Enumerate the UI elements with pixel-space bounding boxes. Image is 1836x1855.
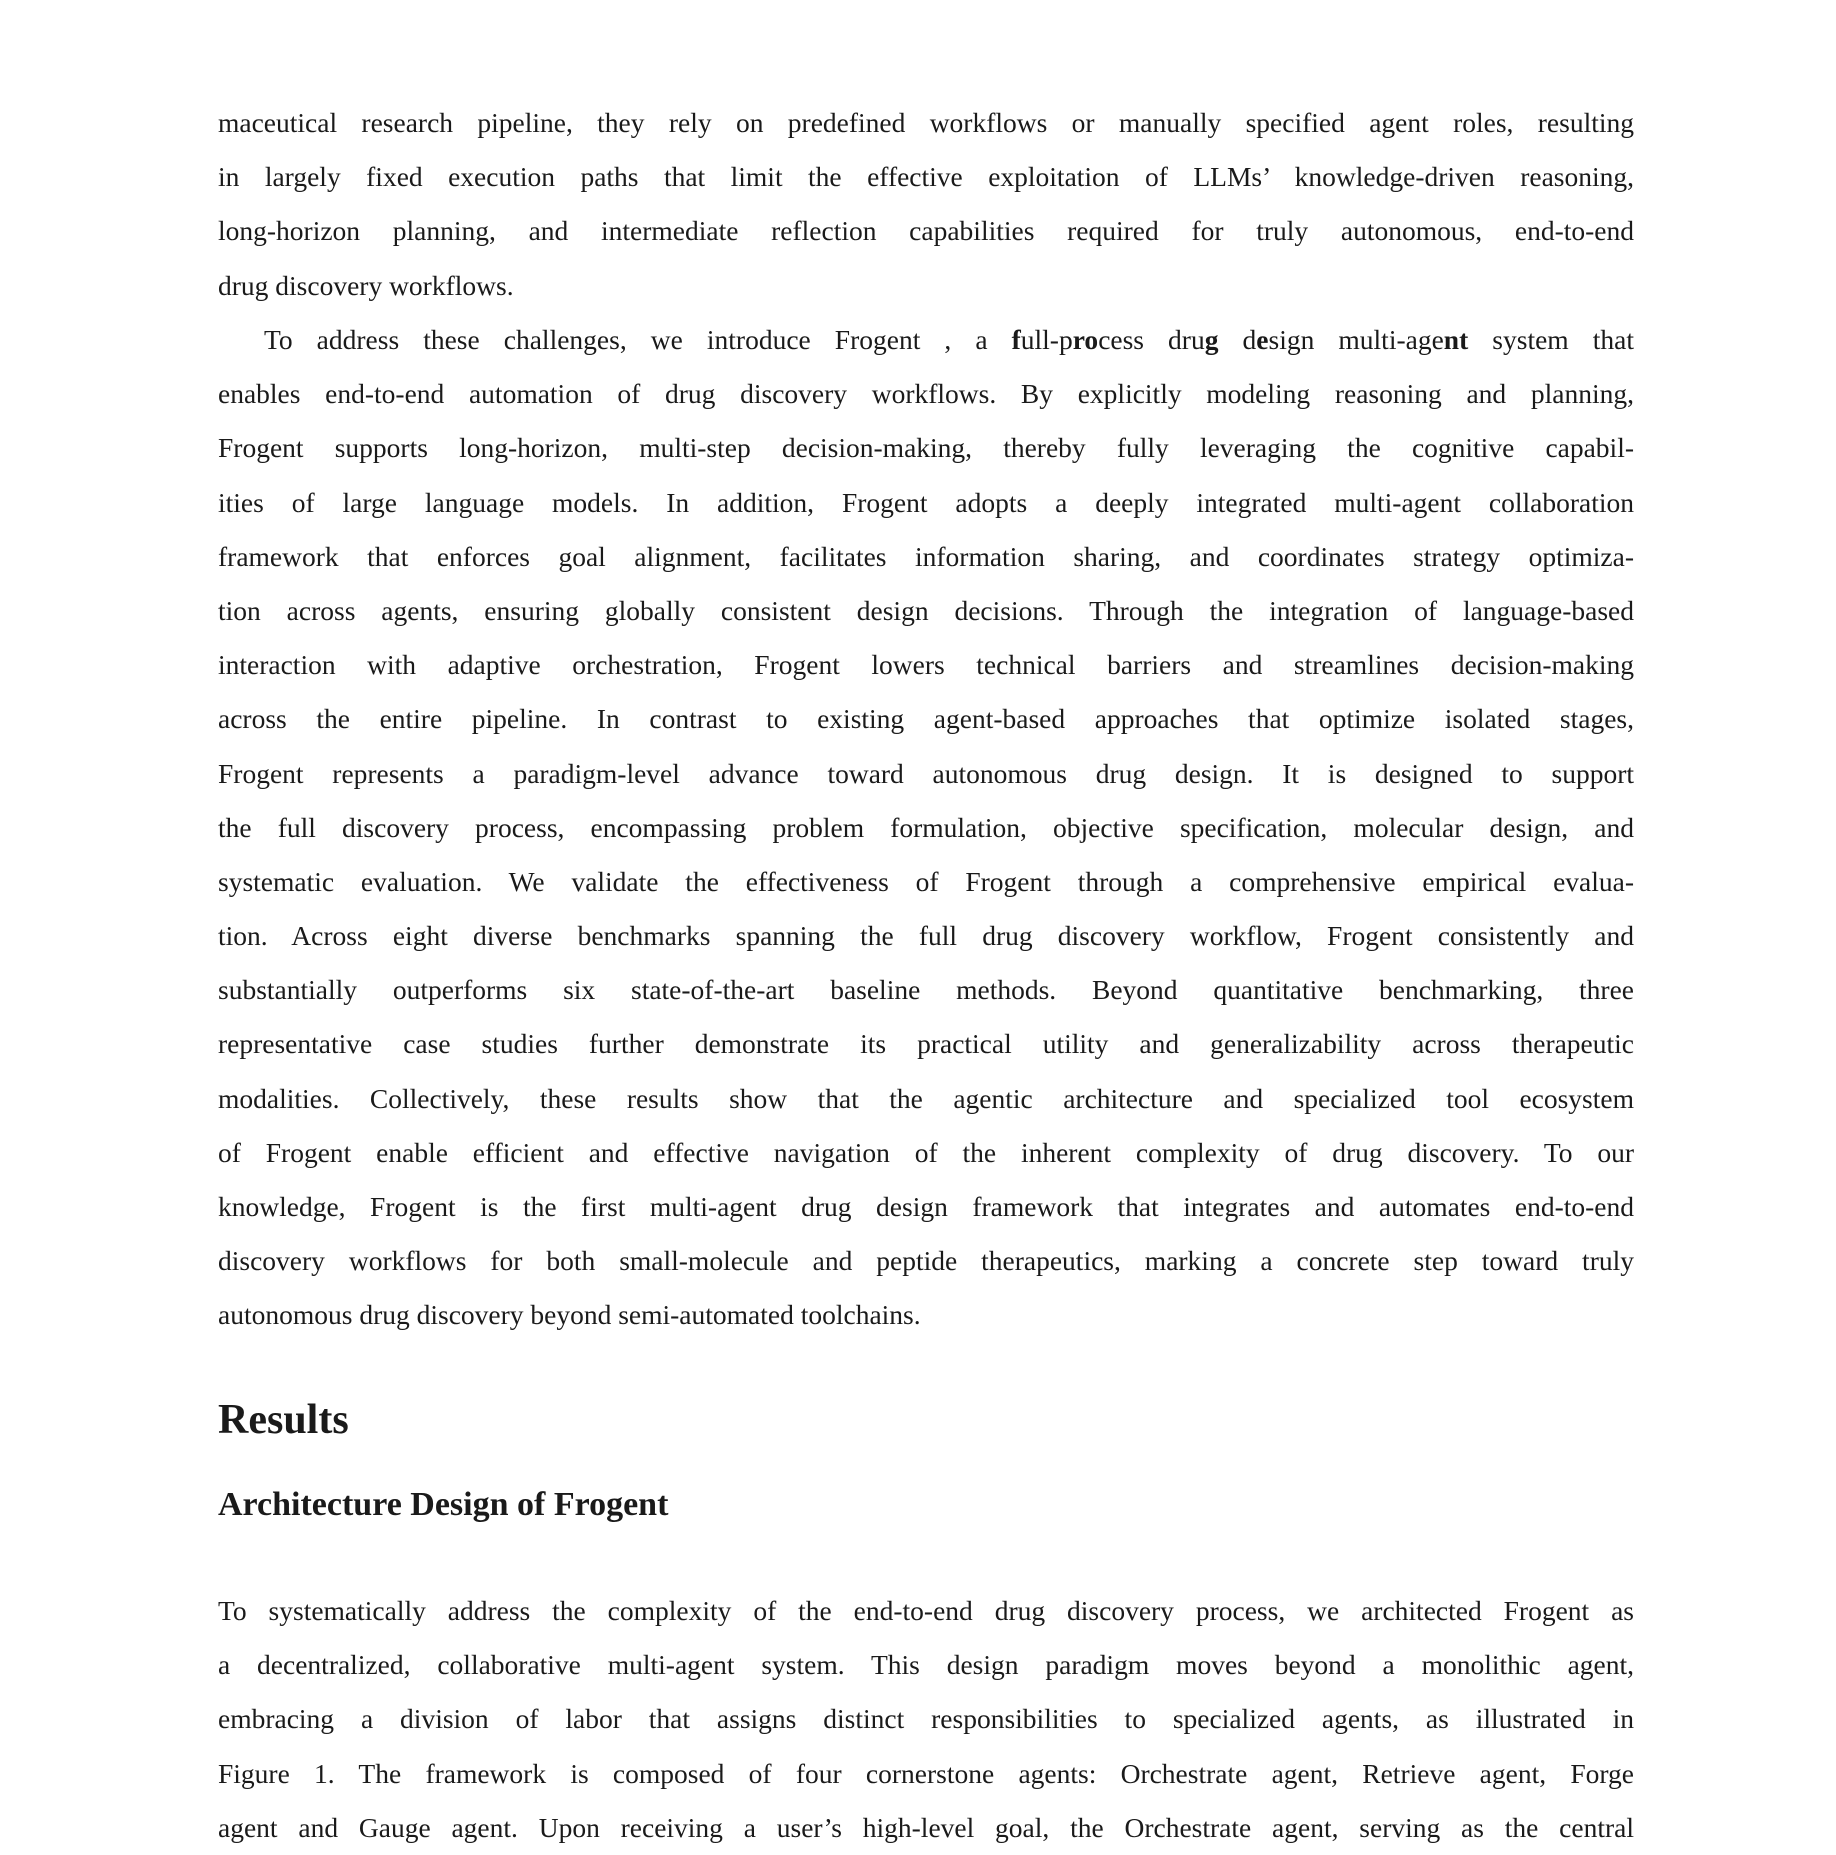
text-line: interaction with adaptive orchestration, Frogent lowers technical barriers and streamlines decision-making xyxy=(218,649,1634,681)
text-line-acronym: To address these challenges, we introduce Frogent , a full-process drug design multi-agent system that xyxy=(264,324,1634,355)
text-line: Figure 1. The framework is composed of four cornerstone agents: Orchestrate agent, Retrieve agent, Forge xyxy=(218,1757,1634,1789)
text-line: autonomous drug discovery beyond semi-automated toolchains. xyxy=(218,1299,921,1331)
text-line: Frogent supports long-horizon, multi-step decision-making, thereby fully leveraging the cognitive capabil- xyxy=(218,432,1634,464)
text-line: across the entire pipeline. In contrast to existing agent-based approaches that optimize isolated stages, xyxy=(218,703,1634,735)
text-line: substantially outperforms six state-of-the-art baseline methods. Beyond quantitative benchmarking, three xyxy=(218,974,1634,1006)
text-line: agent and Gauge agent. Upon receiving a user’s high-level goal, the Orchestrate agent, serving as the central xyxy=(218,1811,1634,1843)
text-line: a decentralized, collaborative multi-agent system. This design paradigm moves beyond a monolithic agent, xyxy=(218,1649,1634,1681)
section-title-results: Results xyxy=(218,1397,349,1443)
text-line: systematic evaluation. We validate the effectiveness of Frogent through a comprehensive empirical evalua- xyxy=(218,865,1634,897)
text-line: long-horizon planning, and intermediate reflection capabilities required for truly autonomous, end-to-end xyxy=(218,215,1634,247)
paragraph-frogent-intro xyxy=(218,313,1634,1343)
paragraph-intro-continuation xyxy=(218,96,1634,313)
text-line: framework that enforces goal alignment, facilitates information sharing, and coordinates strategy optimiza- xyxy=(218,540,1634,572)
text-line: knowledge, Frogent is the first multi-agent drug design framework that integrates and automates end-to-end xyxy=(218,1191,1634,1222)
text-line: of Frogent enable efficient and effective navigation of the inherent complexity of drug discovery. To our xyxy=(218,1136,1634,1168)
text-line: maceutical research pipeline, they rely on predefined workflows or manually specified agent roles, resulting xyxy=(218,107,1634,138)
paragraph-architecture xyxy=(218,1584,1634,1855)
text-line: drug discovery workflows. xyxy=(218,269,514,301)
text-line: discovery workflows for both small-molecule and peptide therapeutics, marking a concrete step toward truly xyxy=(218,1245,1634,1277)
text-line: enables end-to-end automation of drug discovery workflows. By explicitly modeling reasoning and planning, xyxy=(218,378,1634,410)
text-line: Frogent represents a paradigm-level advance toward autonomous drug design. It is designed to support xyxy=(218,757,1634,789)
text-line: ities of large language models. In addition, Frogent adopts a deeply integrated multi-agent collaboration xyxy=(218,486,1634,518)
text-line: representative case studies further demonstrate its practical utility and generalizability across therapeutic xyxy=(218,1028,1634,1060)
text-line: To systematically address the complexity of the end-to-end drug discovery process, we architected Frogent as xyxy=(218,1595,1634,1626)
subsection-title-architecture: Architecture Design of Frogent xyxy=(218,1486,669,1523)
text-line: tion across agents, ensuring globally consistent design decisions. Through the integration of language-based xyxy=(218,594,1634,626)
text-line: in largely fixed execution paths that limit the effective exploitation of LLMs’ knowledge-driven reasoning, xyxy=(218,161,1634,193)
text-line: the full discovery process, encompassing problem formulation, objective specification, molecular design, and xyxy=(218,811,1634,843)
text-line: embracing a division of labor that assigns distinct responsibilities to specialized agents, as illustrated in xyxy=(218,1703,1634,1735)
text-line: tion. Across eight diverse benchmarks spanning the full drug discovery workflow, Frogent consistently and xyxy=(218,920,1634,952)
text-line: modalities. Collectively, these results show that the agentic architecture and specialized tool ecosystem xyxy=(218,1082,1634,1114)
